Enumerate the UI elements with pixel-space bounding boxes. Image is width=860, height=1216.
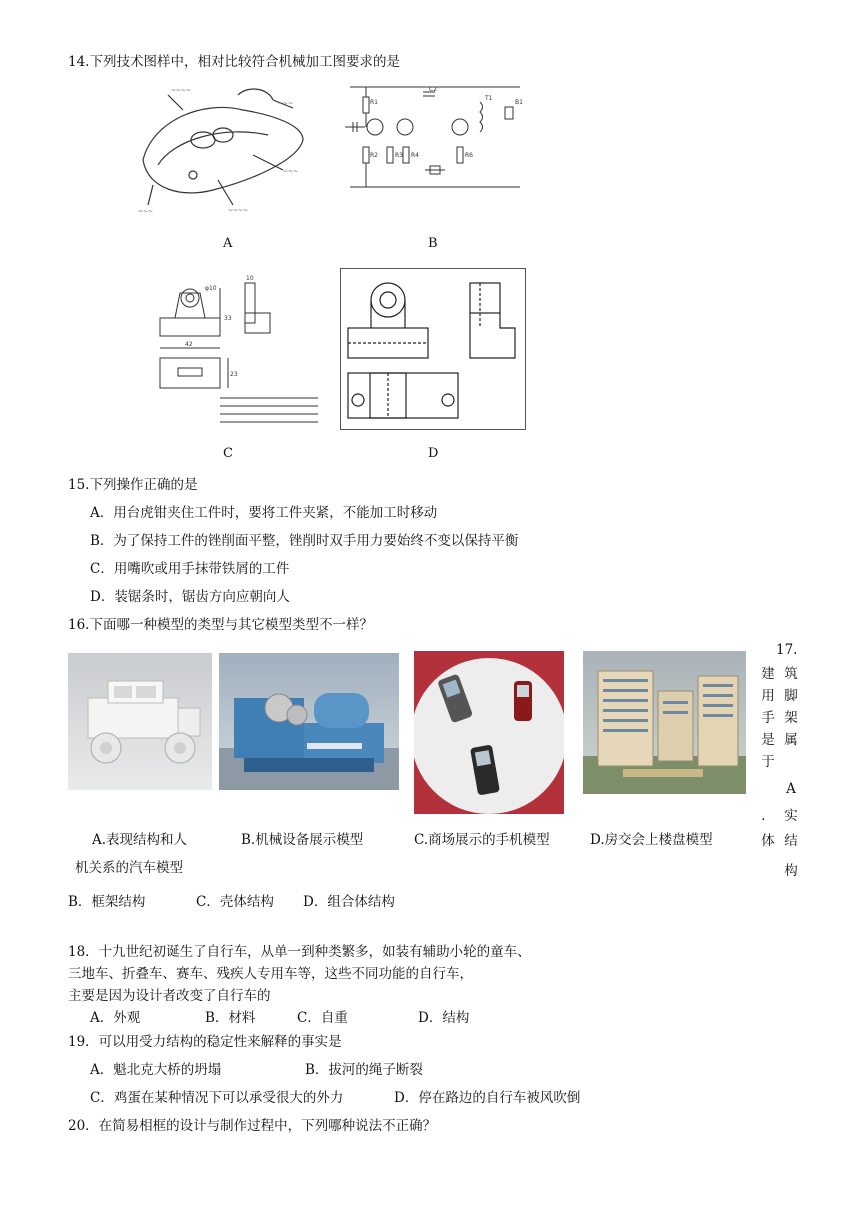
svg-text:R6: R6 — [465, 152, 473, 159]
svg-text:φ10: φ10 — [205, 285, 217, 292]
q16-stem: 16.下面哪一种模型的类型与其它模型类型不一样？ — [68, 617, 373, 633]
svg-text:~~~: ~~~ — [278, 100, 294, 107]
q19-option-a: A．魁北克大桥的坍塌 — [90, 1062, 222, 1078]
q17-char: 建 — [761, 666, 775, 682]
q14-stem: 14.下列技术图样中，相对比较符合机械加工图要求的是 — [68, 54, 400, 70]
q17-char: 是 — [761, 732, 775, 748]
q17-option-b: B．框架结构 — [68, 894, 146, 910]
q19-stem: 19．可以用受力结构的稳定性来解释的事实是 — [68, 1034, 342, 1050]
q17-char: 用 — [761, 688, 775, 704]
q18-line-3: 主要是因为设计者改变了自行车的 — [68, 988, 271, 1004]
svg-text:C2: C2 — [429, 86, 438, 93]
q17-option-a-char: A — [786, 781, 796, 797]
svg-text:R1: R1 — [370, 99, 378, 106]
q18-option-b: B．材料 — [205, 1010, 256, 1026]
figure-a-label: A — [223, 236, 233, 251]
svg-text:~~~: ~~~ — [138, 208, 154, 215]
svg-text:R4: R4 — [411, 152, 419, 159]
figure-c-label: C — [223, 446, 233, 461]
q18-option-d: D．结构 — [418, 1010, 470, 1026]
q17-char: 架 — [784, 710, 798, 726]
q15-option-a: A．用台虎钳夹住工件时，要将工件夹紧，不能加工时移动 — [90, 505, 438, 521]
q16-caption-a-line1: A.表现结构和人 — [92, 832, 188, 848]
figure-b-label: B — [428, 236, 438, 251]
svg-text:33: 33 — [224, 315, 232, 322]
svg-text:R3: R3 — [395, 152, 403, 159]
photo-c-phone-models — [414, 651, 564, 814]
svg-text:~~~~: ~~~~ — [171, 87, 192, 94]
figure-d-three-view-drawing — [340, 268, 526, 430]
q18-line-1: 18．十九世纪初诞生了自行车，从单一到种类繁多，如装有辅助小轮的童车、 — [68, 944, 531, 960]
q17-char: 于 — [761, 754, 775, 770]
photo-b-machine-model — [219, 653, 399, 790]
q17-number: 17. — [776, 642, 798, 658]
photo-a-car-model — [68, 653, 212, 790]
q18-option-a: A．外观 — [90, 1010, 141, 1026]
q18-line-2: 三地车、折叠车、赛车、残疾人专用车等，这些不同功能的自行车， — [68, 966, 473, 982]
q19-option-b: B．拔河的绳子断裂 — [305, 1062, 423, 1078]
q19-option-d: D．停在路边的自行车被风吹倒 — [394, 1090, 581, 1106]
q17-char: 手 — [761, 710, 775, 726]
photo-d-building-model — [583, 651, 746, 794]
svg-text:42: 42 — [185, 341, 193, 348]
svg-text:23: 23 — [230, 371, 238, 378]
q17-char: 脚 — [784, 688, 798, 704]
svg-text:R2: R2 — [370, 152, 378, 159]
q18-option-c: C．自重 — [297, 1010, 348, 1026]
q17-option-a-char: 构 — [784, 863, 798, 879]
q16-caption-d: D.房交会上楼盘模型 — [590, 832, 713, 848]
svg-text:T1: T1 — [485, 95, 493, 102]
q17-option-a-char: 结 — [784, 833, 798, 849]
figure-d-label: D — [428, 446, 439, 461]
figure-a-car-sketch — [133, 80, 313, 220]
q16-caption-c: C.商场展示的手机模型 — [414, 832, 550, 848]
q17-char: 属 — [784, 732, 798, 748]
q17-option-a-char: 体 — [761, 833, 775, 849]
q16-caption-b: B.机械设备展示模型 — [241, 832, 364, 848]
q17-option-d: D．组合体结构 — [303, 894, 395, 910]
figure-c-dimensioned-drawing — [150, 268, 320, 428]
svg-text:~~~~: ~~~~ — [228, 207, 249, 214]
q15-option-c: C．用嘴吹或用手抹带铁屑的工件 — [90, 561, 290, 577]
svg-text:B1: B1 — [515, 99, 523, 106]
q15-stem: 15.下列操作正确的是 — [68, 477, 198, 493]
q17-char: 筑 — [784, 666, 798, 682]
q17-option-c: C．壳体结构 — [196, 894, 274, 910]
q17-option-a-char: ． — [761, 808, 775, 824]
figure-b-circuit-diagram — [345, 82, 525, 202]
q15-option-b: B．为了保持工件的锉削面平整，锉削时双手用力要始终不变以保持平衡 — [90, 533, 519, 549]
q19-option-c: C．鸡蛋在某种情况下可以承受很大的外力 — [90, 1090, 344, 1106]
svg-text:~~~: ~~~ — [283, 168, 299, 175]
svg-text:10: 10 — [246, 275, 254, 282]
q17-option-a-char: 实 — [784, 808, 798, 824]
q15-option-d: D．装锯条时，锯齿方向应朝向人 — [90, 589, 290, 605]
q16-caption-a-line2: 机关系的汽车模型 — [75, 860, 183, 876]
q20-stem: 20．在简易相框的设计与制作过程中，下列哪种说法不正确？ — [68, 1118, 437, 1134]
